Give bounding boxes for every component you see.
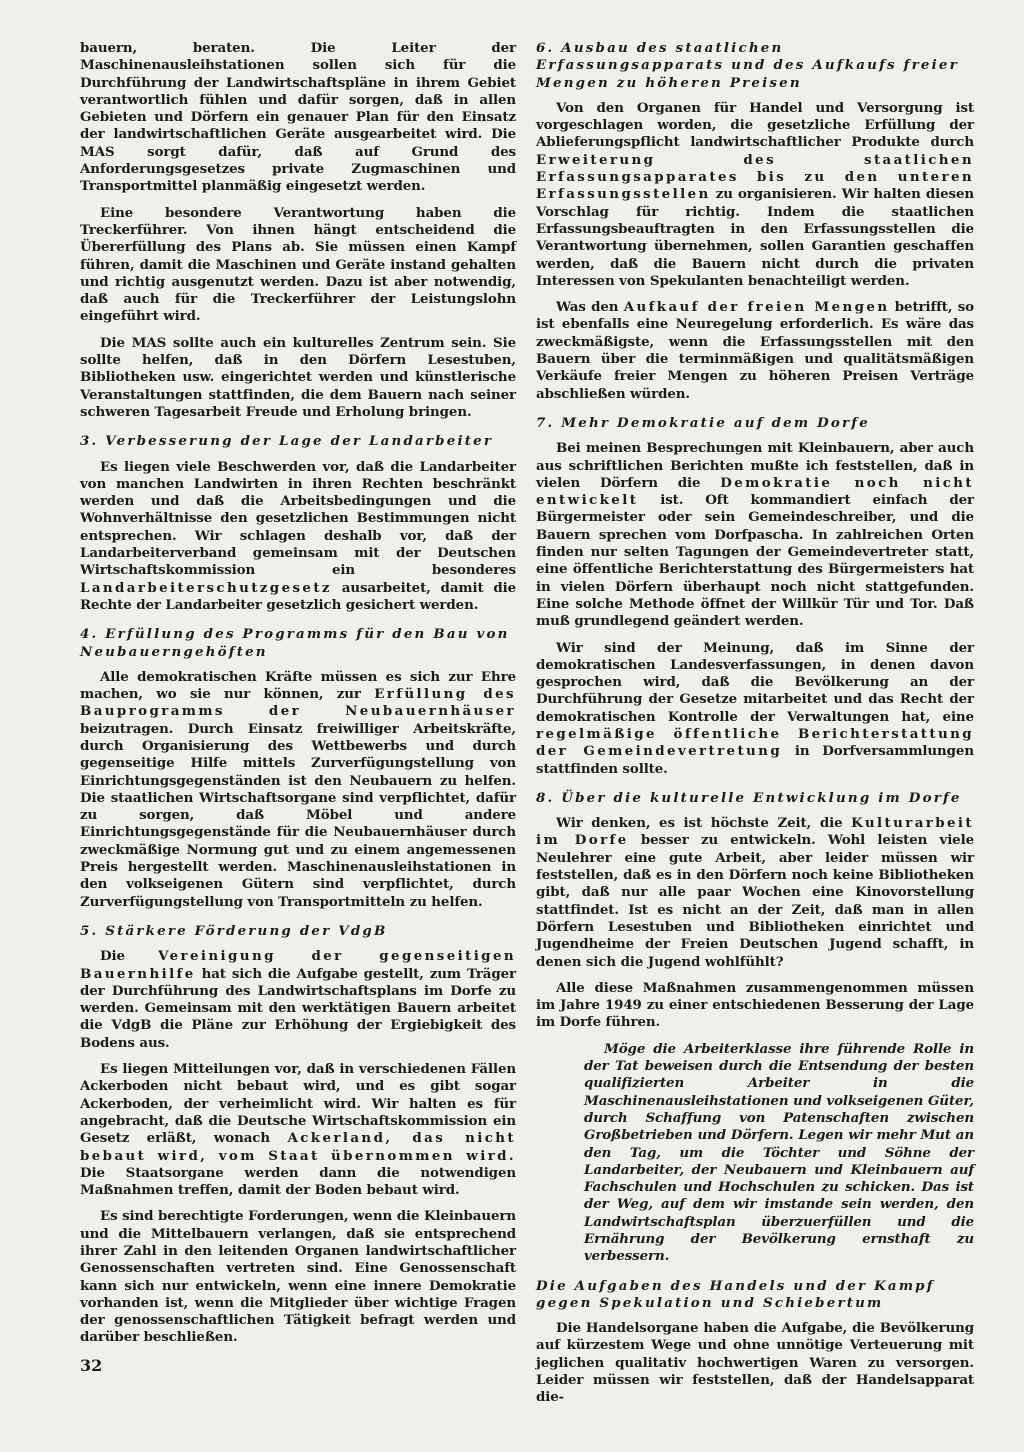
paragraph: Die Vereinigung der gegenseitigen Bauernhilfe hat sich die Aufgabe gestellt, zum Träger der Durchführung des Landwirtschaftsplans im Dorfe zu werden. Gemeinsam mit den werktätigen Bauern arbeitet die VdgB die Pläne zur Erhöhung der Ergiebigkeit des Bodens aus. [80,948,517,1051]
page-number: 32 [80,1356,103,1375]
paragraph: Alle demokratischen Kräfte müssen es sich zur Ehre machen, wo sie nur können, zur Erfüllung des Bauprogramms der Neubauernhäuser beizutragen. Durch Einsatz freiwilliger Arbeitskräfte, durch Organisierung des Wettbewerbs und durch gegenseitige Hilfe mittels Zurverfügungstellung von Einrichtungsgegenständen ist den Neubauern zu helfen. Die staatlichen Wirtschaftsorgane sind verpflichtet, dafür zu sorgen, daß Möbel und andere Einrichtungsgegenstände für die Neubauernhäuser durch zweckmäßige Normung gut und zu einem angemessenen Preis hergestellt werden. Maschinenausleihstationen in den volkseigenen Gütern sind verpflichtet, durch Zurverfügungstellung von Transportmitteln zu helfen. [80,668,516,910]
section-heading-7: 7. Mehr Demokratie auf dem Dorfe [536,414,870,431]
section-heading-5: 5. Stärkere Förderung der VdgB [80,922,388,939]
section-heading-3: 3. Verbesserung der Lage der Landarbeiter [80,433,494,450]
emphasis-text: Landarbeiterschutzgesetz [80,579,332,596]
emphasis-text: Demokratie noch nicht entwickelt [536,474,974,509]
paragraph: Die Handelsorgane haben die Aufgabe, die Bevölkerung auf kürzestem Wege und ohne unnötige Verteuerung mit jeglichen qualitativ hochwertigen Waren zu versorgen. Leider müssen wir feststellen, daß der Handelsapparat die- [536,1320,974,1406]
paragraph: Es liegen Mitteilungen vor, daß in verschiedenen Fällen Ackerboden nicht bebaut wird, und es gibt sogar Ackerboden, der verheimlicht wird. Wir halten es für angebracht, daß die Deutsche Wirtschaftskommission ein Gesetz erläßt, wonach Ackerland, das nicht bebaut wird, vom Staat übernommen wird. Die Staatsorgane werden dann die notwendigen Maßnahmen treffen, damit der Boden bebaut wird. [80,1061,517,1199]
section-heading-4: 4. Erfüllung des Programms für den Bau von Neubauerngehöften [80,626,510,660]
emphasis-text: Aufkauf der freien Mengen [623,299,890,316]
paragraph: Was den Aufkauf der freien Mengen betrifft, so ist ebenfalls eine Neuregelung erforderlich. Es wäre das zweckmäßigste, wenn die Erfassungsstellen mit den Bauern über die terminmäßigen und qualitätsmäßigen Verkäufe freier Mengen zu höheren Preisen Verträge abschließen würden. [536,299,975,402]
paragraph: Wir sind der Meinung, daß im Sinne der demokratischen Landesverfassungen, in denen davon gesprochen wird, daß die Bevölkerung an der Durchführung der Gesetze mitarbeitet und das Recht der demokratischen Kontrolle der Verwaltungen hat, eine regelmäßige öffentliche Berichterstattung der Gemeindevertretung in Dorfversammlungen stattfinden sollte. [536,639,974,777]
section-heading-trade: Die Aufgaben des Handels und der Kampf gegen Spekulation und Schiebertum [536,1277,935,1311]
paragraph: Die MAS sollte auch ein kulturelles Zentrum sein. Sie sollte helfen, daß in den Dörfern Lesestuben, Bibliotheken usw. eingerichtet werden und künstlerische Veranstaltungen stattfinden, die dem Bauern nach seiner schweren Tagesarbeit Freude und Erholung bringen. [80,334,516,420]
paragraph: Von den Organen für Handel und Versorgung ist vorgeschlagen worden, die gesetzliche Erfüllung der Ablieferungspflicht landwirtschaftlicher Produkte durch Erweiterung des staatlichen Erfassungsapparates bis zu den unteren Erfassungsstellen zu organisieren. Wir halten diesen Vorschlag für richtig. Indem die staatlichen Erfassungsbeauftragten in den Erfassungsstellen die Verantwortung übernehmen, sollen Garantien geschaffen werden, daß die Bauern nicht durch die privaten Interessen von Spekulanten benachteiligt werden. [536,99,975,289]
paragraph: Alle diese Maßnahmen zusammengenommen müssen im Jahre 1949 zu einer entschiedenen Besserung der Lage im Dorfe führen. [536,979,974,1031]
paragraph: Es liegen viele Beschwerden vor, daß die Landarbeiter von manchen Landwirten in ihren Rechten beschränkt werden und daß die Arbeitsbedingungen und die Wohnverhältnisse den gesetzlichen Bestimmungen nicht entsprechen. Wir schlagen deshalb vor, daß der Landarbeiterverband gemeinsam mit der Deutschen Wirtschaftskommission ein besonderes Landarbeiterschutzgesetz ausarbeitet, damit die Rechte der Landarbeiter gesetzlich gesichert werden. [80,458,517,613]
emphasis-text: Erfüllung des Bauprogramms der Neubauernhäuser [80,686,516,720]
paragraph: bauern, beraten. Die Leiter der Maschinenausleihstationen sollen sich für die Durchführung der Landwirtschaftspläne in ihrem Gebiet verantwortlich fühlen und dafür sorgen, daß in allen Gebieten und Dörfern ein genauer Plan für den Einsatz der landwirtschaftlichen Geräte ausgearbeitet wird. Die MAS sorgt dafür, daß auf Grund des Anforderungsgesetzes private Zugmaschinen und Transportmittel planmäßig eingesetzt werden. [80,40,516,195]
emphasis-text: Ackerland, das nicht bebaut wird, vom Staat übernommen wird. [80,1130,517,1164]
emphasis-text: Kulturarbeit im Dorfe [536,815,975,849]
paragraph: Wir denken, es ist höchste Zeit, die Kulturarbeit im Dorfe besser zu entwickeln. Wohl leisten viele Neulehrer eine gute Arbeit, aber leider müssen wir feststellen, daß es in den Dörfern noch keine Bibliotheken gibt, daß nur alle paar Wochen eine Kinovorstellung stattfindet. Ist es nicht an der Zeit, daß man in allen Dörfern Lesestuben und Bibliotheken einrichtet und Jugendheime der Freien Deutschen Jugend schafft, in denen sich die Jugend wohlfühlt? [536,815,975,970]
paragraph: Bei meinen Besprechungen mit Kleinbauern, aber auch aus schriftlichen Berichten mußte ich feststellen, daß in vielen Dörfern die Demokratie noch nicht entwickelt ist. Oft kommandiert einfach der Bürgermeister oder sein Gemeindeschreiber, und die Bauern sprechen vom Dorfpascha. In zahlreichen Orten finden nur selten Tagungen der Gemeindevertreter statt, eine öffentliche Berichterstattung des Bürgermeisters hat in vielen Dörfern überhaupt noch nicht stattgefunden. Eine solche Methode öffnet der Willkür Tür und Tor. Daß muß grundlegend geändert werden. [536,440,974,630]
emphasis-text: regelmäßige öffentliche Berichterstattung der Gemeindevertretung [536,725,974,760]
closing-appeal: Möge die Arbeiterklasse ihre führende Rolle in der Tat beweisen durch die Entsendung der besten qualifizierten Arbeiter in die Maschinenausleihstationen und volkseigenen Güter, durch Schaffung von Patenschaften zwischen Großbetrieben und Dörfern. Legen wir mehr Mut an den Tag, um die Töchter und Söhne der Landarbeiter, der Neubauern und Kleinbauern auf Fachschulen und Hochschulen zu schicken. Das ist der Weg, auf dem wir imstande sein werden, den Landwirtschaftsplan überzuerfüllen und die Ernährung der Bevölkerung ernsthaft zu verbessern. [584,1040,974,1265]
section-heading-8: 8. Über die kulturelle Entwicklung im Dorfe [536,789,962,806]
emphasis-text: Erweiterung des staatlichen Erfassungsapparates bis zu den unteren Erfassungsstellen [536,151,974,203]
section-heading-6: 6. Ausbau des staatlichen Erfassungsapparats und des Aufkaufs freier Mengen zu höheren Preisen [536,40,959,91]
right-column [536,40,974,1416]
left-column [80,40,516,1356]
paragraph: Eine besondere Verantwortung haben die Treckerführer. Von ihnen hängt entscheidend die Übererfüllung des Plans ab. Sie müssen einen Kampf führen, damit die Maschinen und Geräte instand gehalten und richtig ausgenutzt werden. Dazu ist aber notwendig, daß auch für die Treckerführer der Leistungslohn eingeführt wird. [80,204,516,325]
emphasis-text: Vereinigung der gegenseitigen Bauernhilfe [80,948,517,982]
paragraph: Es sind berechtigte Forderungen, wenn die Kleinbauern und die Mittelbauern verlangen, daß sie entsprechend ihrer Zahl in den leitenden Organen landwirtschaftlicher Genossenschaften vertreten sind. Eine Genossenschaft kann sich nur entwickeln, wenn eine innere Demokratie vorhanden ist, wenn die Mitglieder über wichtige Fragen der genossenschaftlichen Tätigkeit befragt werden und darüber beschließen. [80,1208,516,1346]
